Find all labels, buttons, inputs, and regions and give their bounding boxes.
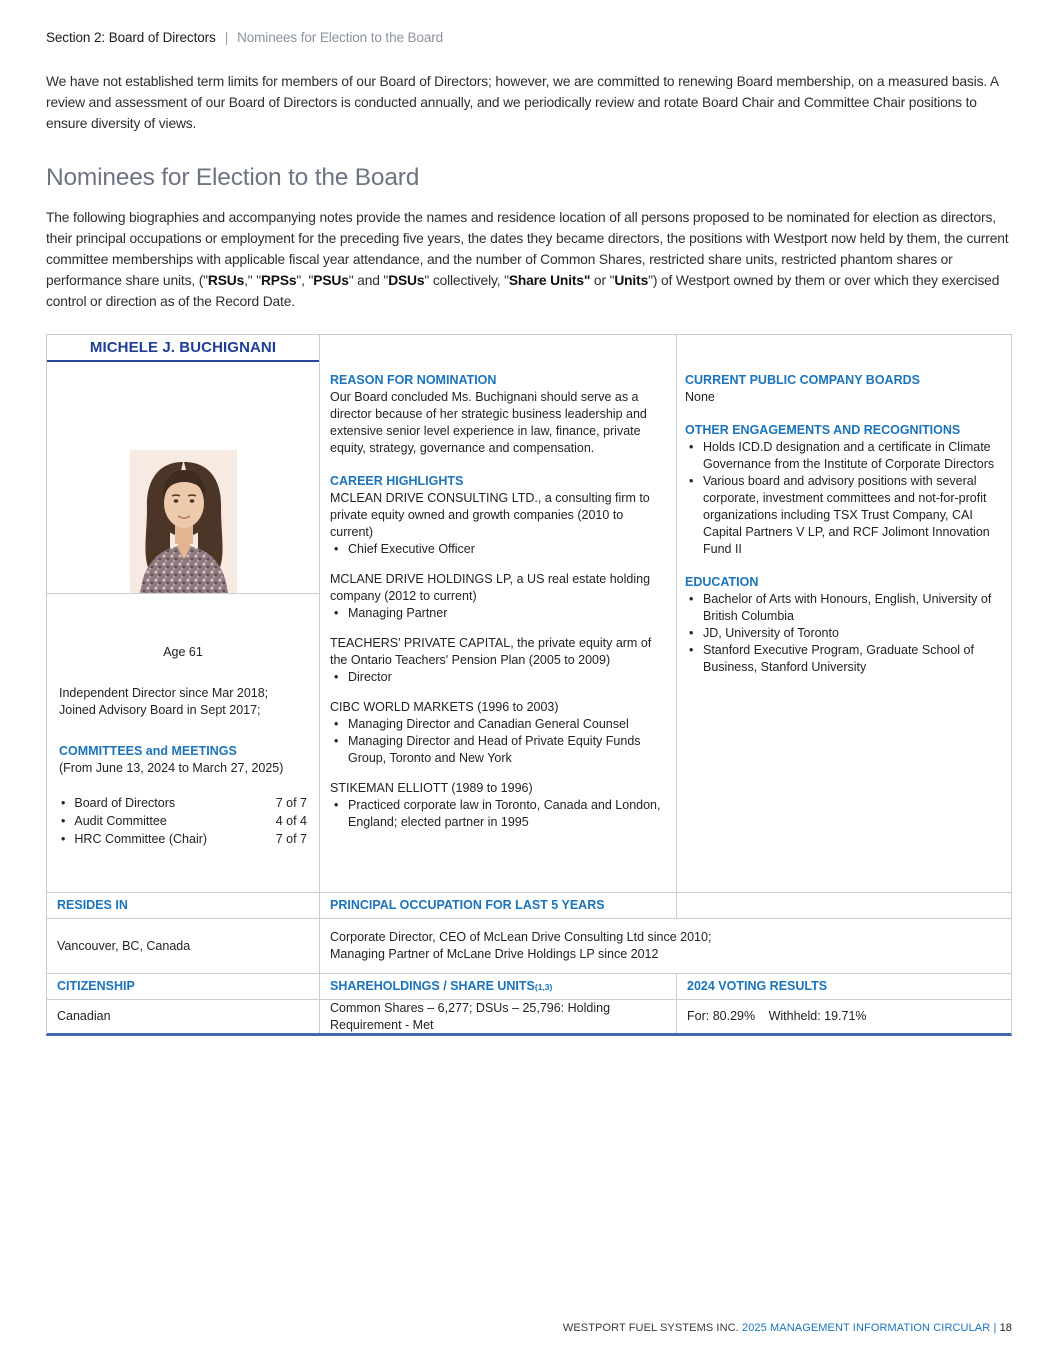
career-role: • Managing Partner xyxy=(330,605,664,622)
body-segment: " and " xyxy=(348,273,389,288)
shareholdings-value: Common Shares – 6,277; DSUs – 25,796: Holding Requirement - Met xyxy=(319,999,676,1033)
voting-withheld: Withheld: 19.71% xyxy=(768,1009,867,1023)
committee-list xyxy=(59,795,307,848)
body-segment: or " xyxy=(590,273,615,288)
body-segment: " collectively, " xyxy=(424,273,509,288)
breadcrumb xyxy=(46,0,1012,45)
career-role: • Managing Director and Canadian General Counsel xyxy=(330,716,664,733)
occupation-line: Corporate Director, CEO of McLean Drive Consulting Ltd since 2010; xyxy=(330,930,712,944)
committee-attendance: 7 of 7 xyxy=(275,796,307,810)
career-org: TEACHERS' PRIVATE CAPITAL, the private equity arm of the Ontario Teachers' Pension Plan (2005 to 2009) xyxy=(330,636,652,667)
intro-paragraph: We have not established term limits for members of our Board of Directors; however, we are committed to renewing Board membership, on a measured basis. A review and assessment of our Board of Directors is conducted annually, and we periodically review and rotate Board Chair and Committee Chair positions to ensure diversity of views. xyxy=(46,74,999,131)
career-entry xyxy=(330,571,664,622)
education-item: • Bachelor of Arts with Honours, English, University of British Columbia xyxy=(685,591,999,625)
voting-for: For: 80.29% xyxy=(687,1009,756,1023)
career-role: • Director xyxy=(330,669,664,686)
breadcrumb-separator: | xyxy=(224,30,229,45)
shareholdings-heading: SHAREHOLDINGS / SHARE UNITS (1,3) xyxy=(319,973,676,999)
occupation-value xyxy=(319,918,1011,973)
page-content xyxy=(46,0,1012,1036)
reason-text: Our Board concluded Ms. Buchignani should serve as a director because of her strategic business leadership and extensive senior level experience in law, finance, private equity, strategy, governance and compensation. xyxy=(330,390,647,455)
voting-heading: 2024 VOTING RESULTS xyxy=(676,973,1011,999)
committee-attendance: 7 of 7 xyxy=(275,832,307,846)
director-summary-cell xyxy=(47,594,319,892)
committees-period: (From June 13, 2024 to March 27, 2025) xyxy=(59,761,284,775)
portrait-photo xyxy=(130,450,237,593)
career-role: • Practiced corporate law in Toronto, Canada and London, England; elected partner in 1995 xyxy=(330,797,664,831)
body-segment: ", " xyxy=(296,273,314,288)
footer-page-number: 18 xyxy=(999,1322,1012,1334)
career-heading: CAREER HIGHLIGHTS xyxy=(330,474,464,488)
committee-row xyxy=(59,831,307,848)
committee-name: • Board of Directors xyxy=(59,795,175,812)
public-boards-heading: CURRENT PUBLIC COMPANY BOARDS xyxy=(685,373,920,387)
career-entry xyxy=(330,780,664,831)
education-list xyxy=(685,591,999,676)
occupation-heading: PRINCIPAL OCCUPATION FOR LAST 5 YEARS xyxy=(319,892,676,918)
committee-name: • Audit Committee xyxy=(59,813,167,830)
director-bio-table xyxy=(46,334,1012,1036)
committee-name: • HRC Committee (Chair) xyxy=(59,831,207,848)
director-name-cell xyxy=(47,335,319,362)
career-role: • Managing Director and Head of Private Equity Funds Group, Toronto and New York xyxy=(330,733,664,767)
page-title: Nominees for Election to the Board xyxy=(46,164,420,191)
director-age: Age 61 xyxy=(163,645,203,659)
education-heading: EDUCATION xyxy=(685,575,759,589)
resides-value: Vancouver, BC, Canada xyxy=(47,918,319,973)
education-item: • JD, University of Toronto xyxy=(685,625,999,642)
header-spacer xyxy=(676,335,1011,362)
committee-row xyxy=(59,813,307,830)
career-org: STIKEMAN ELLIOTT (1989 to 1996) xyxy=(330,781,533,795)
resides-heading: RESIDES IN xyxy=(47,892,319,918)
career-org: CIBC WORLD MARKETS (1996 to 2003) xyxy=(330,700,559,714)
body-segment-bold: RPSs xyxy=(260,273,297,288)
public-boards-value: None xyxy=(685,390,715,404)
body-segment-bold: RSUs xyxy=(207,273,245,288)
career-entry xyxy=(330,635,664,686)
nomination-career-cell xyxy=(319,362,676,892)
page-footer xyxy=(563,1322,1012,1334)
body-segment: ") of Westport owned by them or over which they exercised control or direction as of the Record Date. xyxy=(46,273,1000,309)
breadcrumb-section: Section 2: Board of Directors xyxy=(46,30,216,45)
voting-values xyxy=(676,999,1011,1033)
body-segment-bold: DSUs xyxy=(388,273,425,288)
committee-attendance: 4 of 4 xyxy=(275,814,307,828)
body-segment-bold: Share Units" xyxy=(508,273,591,288)
career-entry xyxy=(330,699,664,767)
footer-separator: | xyxy=(993,1322,997,1334)
breadcrumb-subsection: Nominees for Election to the Board xyxy=(237,30,444,45)
committee-row xyxy=(59,795,307,812)
empty-header-cell xyxy=(676,892,1011,918)
career-org: MCLANE DRIVE HOLDINGS LP, a US real estate holding company (2012 to current) xyxy=(330,572,651,603)
director-name: MICHELE J. BUCHIGNANI xyxy=(89,339,277,356)
citizenship-heading: CITIZENSHIP xyxy=(47,973,319,999)
reason-heading: REASON FOR NOMINATION xyxy=(330,373,497,387)
body-segment: The following biographies and accompanying notes provide the names and residence location of all persons proposed to be nominated for election as directors, their principal occupations or employment for the preceding five years, the dates they became directors, the positions with Westport now held by them, the current committee memberships with applicable fiscal year attendance, and the number of Common Shares, restricted share units, restricted phantom shares or performance share units, (" xyxy=(46,210,1009,288)
engagement-item: • Various board and advisory positions with several corporate, investment committees and not-for-profit organizations including TSX Trust Company, CAI Capital Partners V LP, and RCF Jolimont Innovation Fund II xyxy=(685,473,999,558)
footer-company: WESTPORT FUEL SYSTEMS INC. xyxy=(562,1322,739,1334)
career-entry xyxy=(330,490,664,558)
engagements-list xyxy=(685,439,999,558)
career-role: • Chief Executive Officer xyxy=(330,541,664,558)
committees-heading: COMMITTEES and MEETINGS xyxy=(59,744,237,758)
citizenship-value: Canadian xyxy=(47,999,319,1033)
body-segment: ," " xyxy=(244,273,261,288)
director-tenure: Independent Director since Mar 2018; Joined Advisory Board in Sept 2017; xyxy=(59,686,269,717)
footer-circular: 2025 MANAGEMENT INFORMATION CIRCULAR xyxy=(741,1322,991,1334)
body-segment-bold: PSUs xyxy=(313,273,349,288)
boards-education-cell xyxy=(676,362,1011,892)
career-org: MCLEAN DRIVE CONSULTING LTD., a consulting firm to private equity owned and growth companies (2010 to current) xyxy=(330,491,650,539)
shareholdings-heading-text: SHAREHOLDINGS / SHARE UNITS xyxy=(330,979,535,993)
engagement-item: • Holds ICD.D designation and a certificate in Climate Governance from the Institute of Corporate Directors xyxy=(685,439,999,473)
photo-cell xyxy=(47,362,319,594)
body-paragraph xyxy=(46,207,1012,312)
header-spacer xyxy=(319,335,676,362)
occupation-line: Managing Partner of McLane Drive Holdings LP since 2012 xyxy=(330,947,659,961)
education-item: • Stanford Executive Program, Graduate School of Business, Stanford University xyxy=(685,642,999,676)
engagements-heading: OTHER ENGAGEMENTS AND RECOGNITIONS xyxy=(685,423,961,437)
body-segment-bold: Units xyxy=(614,273,649,288)
